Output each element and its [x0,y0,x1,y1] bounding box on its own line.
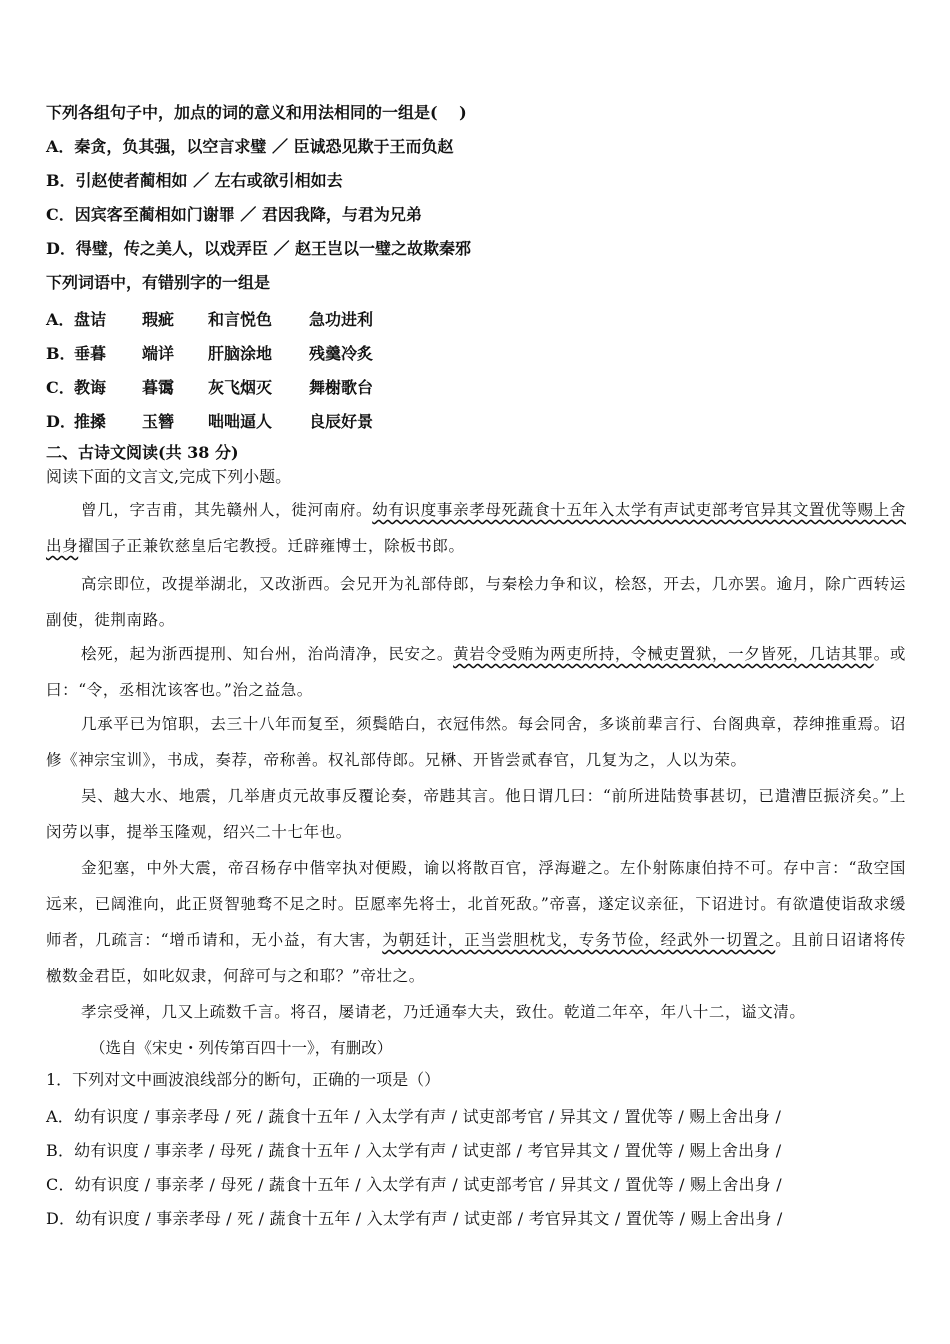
option-letter: D． [46,412,76,431]
option-c: C．因宾客至蔺相如门谢罪 ／ 君因我降，与君为兄弟 [46,205,422,224]
passage-paragraph: 高宗即位，改提举湖北，又改浙西。会兄开为礼部侍郎，与秦桧力争和议，桧怒，开去，几亦罢。逾月，除广西转运副使，徙荆南路。 [46,575,906,629]
word: 端详 [142,344,175,363]
option-letter: C． [46,378,75,397]
word: 舞榭歌台 [309,378,374,397]
wavy-underlined-text: 幼有识度事亲孝母死蔬食十五年入太学有声试吏部考官异其文置优等赐上舍出身 [46,501,906,555]
question-stem: 下列词语中，有错别字的一组是 [46,273,271,292]
wavy-underlined-text: 为朝廷计，正当尝胆枕戈，专务节俭，经武外一切置之 [382,931,776,949]
passage-paragraph: 曾几，字吉甫，其先赣州人，徙河南府。幼有识度事亲孝母死蔬食十五年入太学有声试吏部考官异其文置优等赐上舍出身擢国子正兼钦慈皇后宅教授。迁辟雍博士，除板书郎。 [46,501,906,555]
word: 盘诘 [74,310,107,329]
option-d: D．得璧，传之美人，以戏弄臣 ／ 赵王岂以一璧之故欺秦邪 [46,239,472,258]
question-stem: 下列各组句子中，加点的词的意义和用法相同的一组是( ) [46,103,467,122]
option-a: A．幼有识度 / 事亲孝母 / 死 / 蔬食十五年 / 入太学有声 / 试吏部考官 / 异其文 / 置优等 / 赐上舍出身 / [46,1107,782,1126]
option-b: B．幼有识度 / 事亲孝 / 母死 / 蔬食十五年 / 入太学有声 / 试吏部 / 考官异其文 / 置优等 / 赐上舍出身 / [46,1141,782,1160]
word: 和言悦色 [208,310,273,329]
passage-source: （选自《宋史・列传第百四十一》，有删改） [90,1039,393,1057]
option-b: B．引赵使者蔺相如 ／ 左右或欲引相如去 [46,171,343,190]
option-letter: B． [46,344,76,363]
word: 灰飞烟灭 [208,378,273,397]
passage-paragraph: 孝宗受禅，几又上疏数千言。将召，屡请老，乃迁通奉大夫，致仕。乾道二年卒，年八十二，谥文清。 [81,1003,806,1021]
option-letter: A． [46,310,75,329]
word: 肝脑涂地 [208,344,273,363]
word: 残羹冷炙 [309,344,374,363]
option-d: D．幼有识度 / 事亲孝母 / 死 / 蔬食十五年 / 入太学有声 / 试吏部 / 考官异其文 / 置优等 / 赐上舍出身 / [46,1209,783,1228]
option-c: C．幼有识度 / 事亲孝 / 母死 / 蔬食十五年 / 入太学有声 / 试吏部考官 / 异其文 / 置优等 / 赐上舍出身 / [46,1175,782,1194]
word: 推搡 [74,412,107,431]
passage-paragraph: 几承平已为馆职，去三十八年而复至，须鬓皓白，衣冠伟然。每会同舍，多谈前辈言行、台阁典章，荐绅推重焉。诏修《神宗宝训》，书成，奏荐，帝称善。权礼部侍郎。兄楙、开皆尝贰春官，几复为之，人以为荣。 [46,715,906,769]
word: 暮霭 [142,378,175,397]
word: 玉簪 [142,412,175,431]
word: 瑕疵 [142,310,175,329]
question-stem: 1．下列对文中画波浪线部分的断句，正确的一项是（） [46,1070,441,1089]
word: 垂暮 [74,344,107,363]
word: 教诲 [74,378,107,397]
word: 咄咄逼人 [208,412,273,431]
word: 良辰好景 [309,412,374,431]
option-a: A．秦贪，负其强，以空言求璧 ／ 臣诚恐见欺于王而负赵 [46,137,454,156]
passage-paragraph: 桧死，起为浙西提刑、知台州，治尚清净，民安之。黄岩令受贿为两吏所持，令械吏置狱，一夕皆死，几诘其罪。或曰：“令，丞相沈该客也。”治之益急。 [46,645,906,699]
section-title: 二、古诗文阅读(共 38 分) [46,443,239,462]
passage-paragraph: 吴、越大水、地震，几举唐贞元故事反覆论奏，帝韪其言。他日谓几曰：“前所进陆贽事甚切，已遣漕臣振济矣。”上闵劳以事，提举玉隆观，绍兴二十七年也。 [46,787,906,841]
passage-paragraph: 金犯塞，中外大震，帝召杨存中偕宰执对便殿，谕以将散百官，浮海避之。左仆射陈康伯持不可。存中言：“敌空国远来，已阔淮向，此正贤智驰骛不足之时。臣愿率先将士，北首死敌。”帝喜，遂定议亲征，下诏进讨。有欲遣使诣敌求缓师者，几疏言：“增币请和，无小益，有大害，为朝廷计，正当尝胆枕戈，专务节俭，经武外一切置之。且前日诏诸将传檄数金君臣，如叱奴隶，何辞可与之和耶？”帝壮之。 [46,859,906,985]
wavy-underlined-text: 黄岩令受贿为两吏所持，令械吏置狱，一夕皆死，几诘其罪 [453,645,874,663]
word: 急功进利 [309,310,374,329]
section-instruction: 阅读下面的文言文,完成下列小题。 [46,467,292,486]
